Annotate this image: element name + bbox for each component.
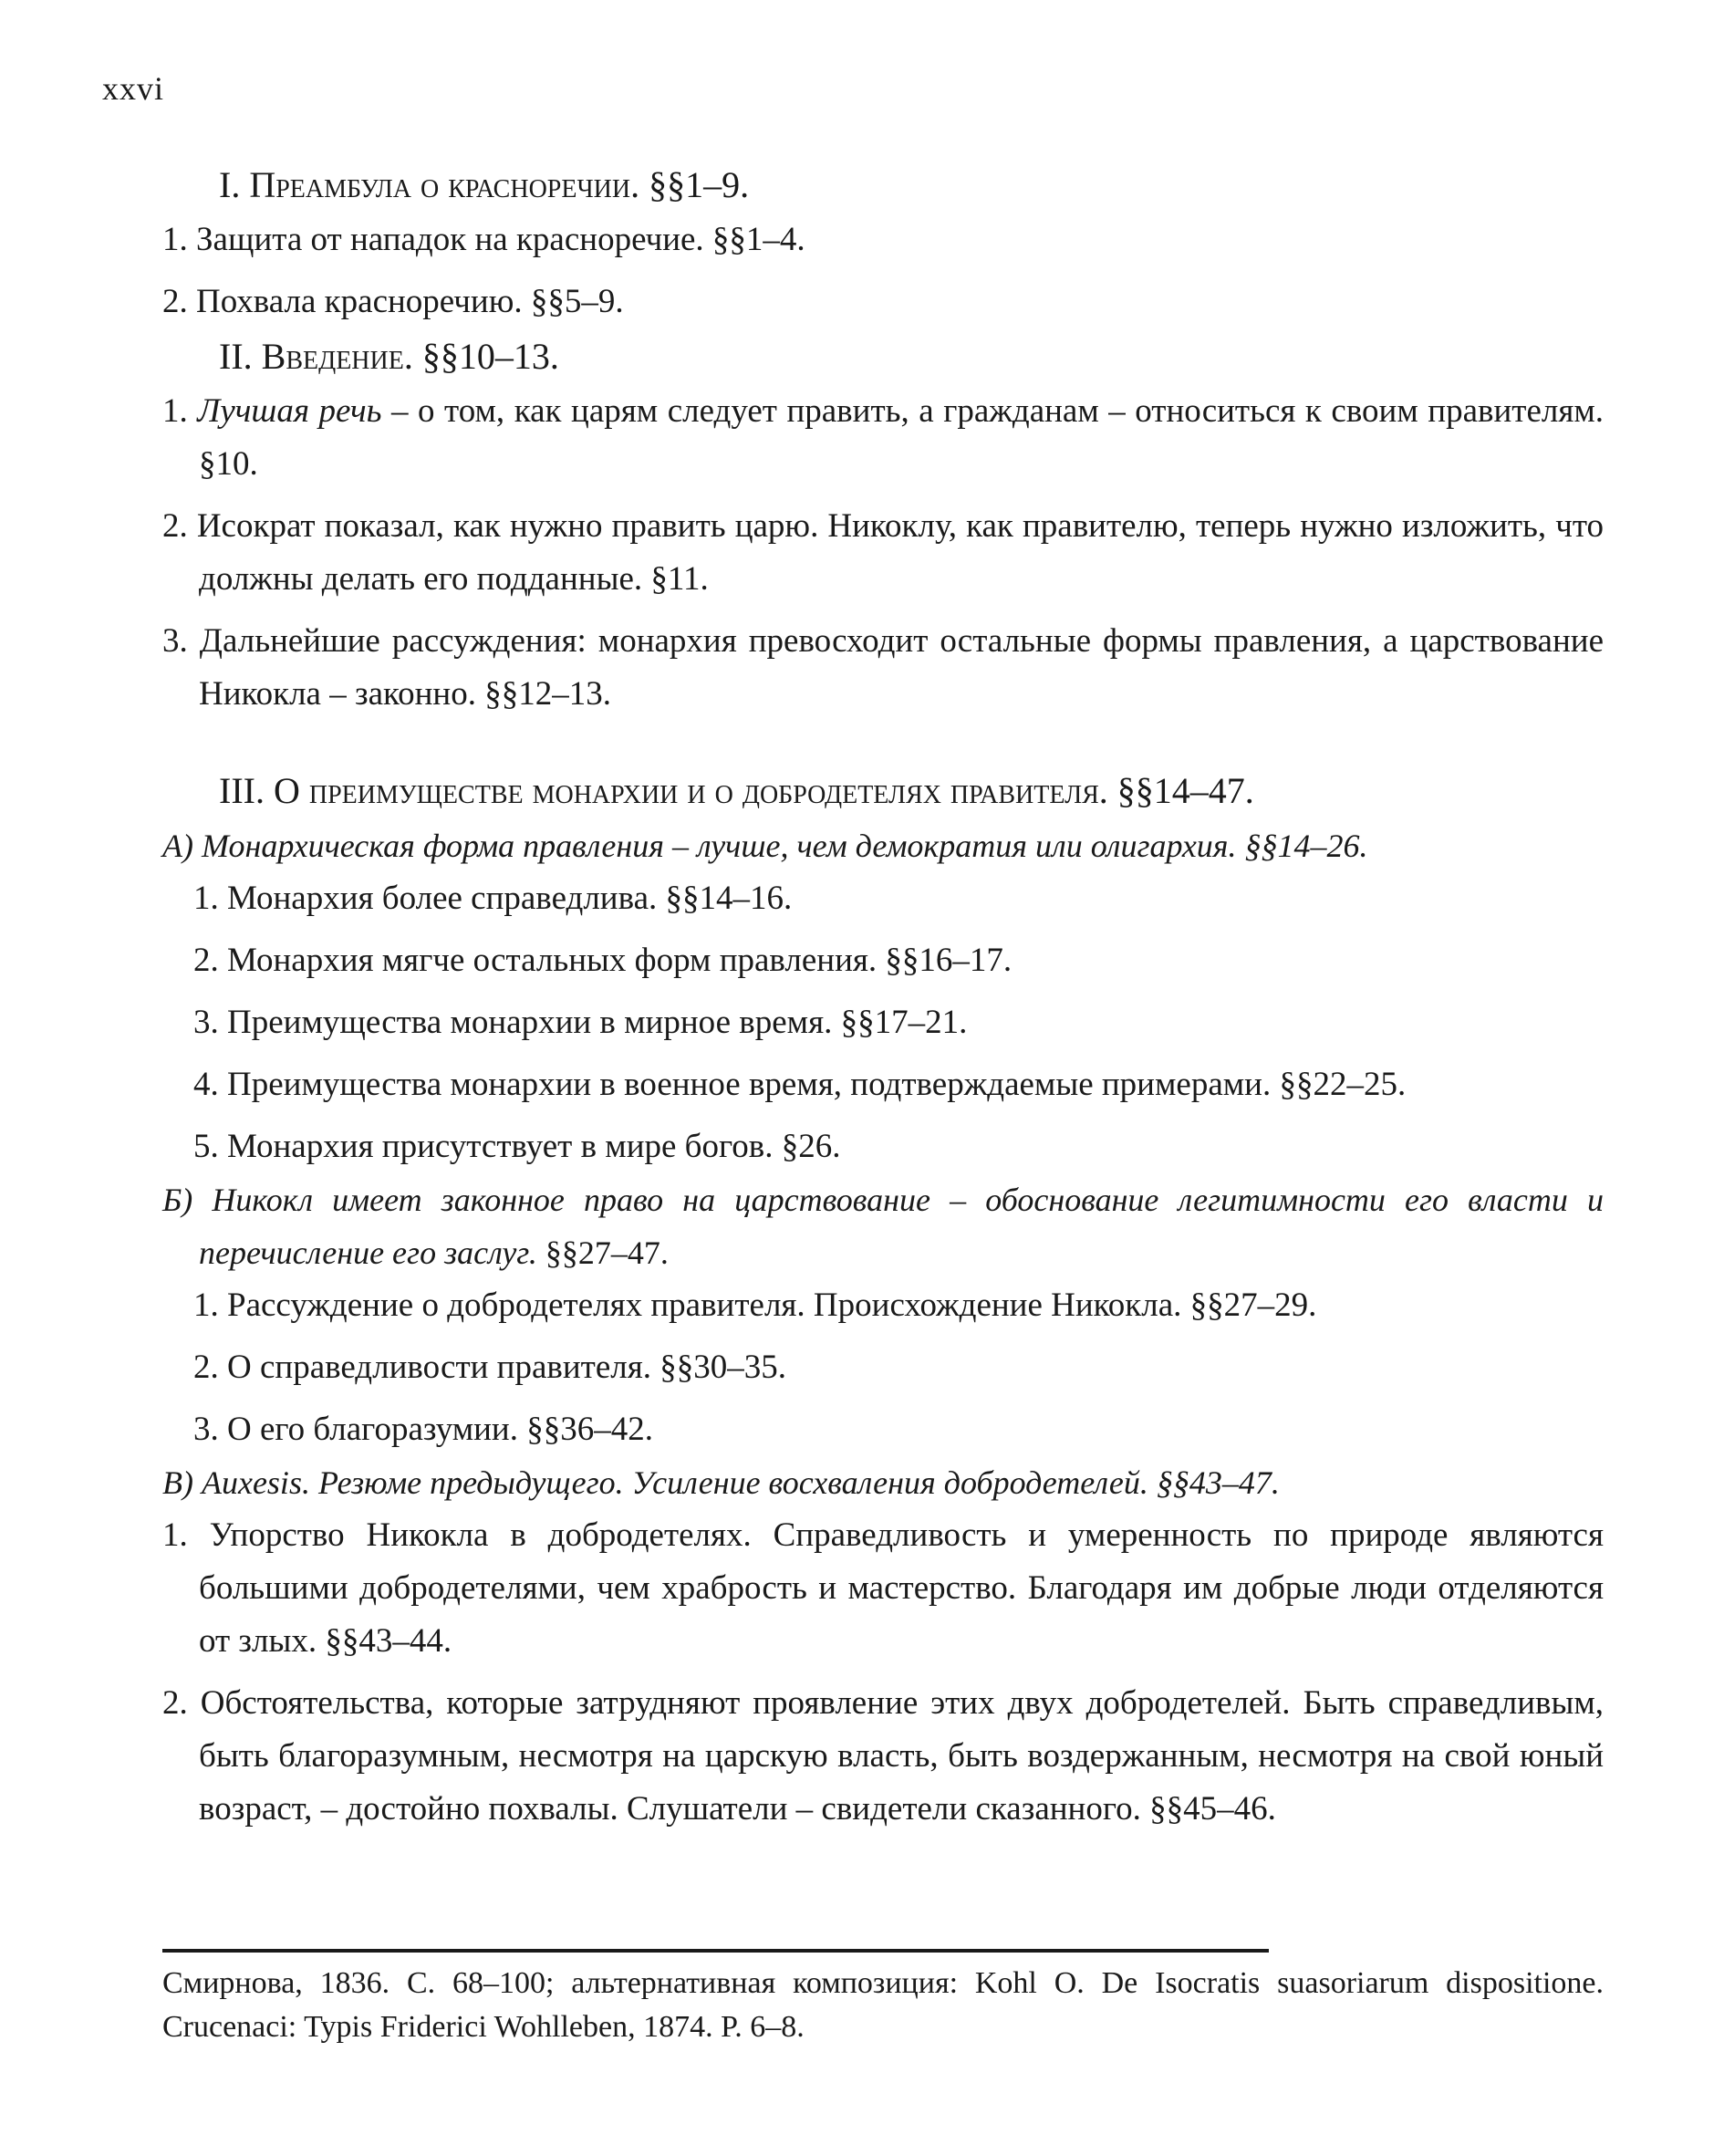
footnote: Смирнова, 1836. С. 68–100; альтернативная композиция: Kohl O. De Isocratis suasoriarum dispositione. Crucenaci: Typis Friderici Wohlleben, 1874. P. 6–8.	[162, 1966, 1604, 2044]
outline-item: 2. Исократ показал, как нужно править царю. Никоклу, как правителю, теперь нужно изложить, что должны делать его подданные. §11.	[162, 507, 1604, 598]
outline-item: 4. Преимущества монархии в военное время, подтверждаемые примерами. §§22–25.	[193, 1066, 1407, 1103]
outline-item	[162, 385, 1604, 491]
outline-item: 5. Монархия присутствует в мире богов. §26.	[193, 1128, 841, 1165]
outline-item: 1. Защита от нападок на красноречие. §§1–4.	[162, 221, 805, 258]
outline-item: 1. Рассуждение о добродетелях правителя. Происхождение Никокла. §§27–29.	[193, 1286, 1317, 1324]
outline-item: 2. Похвала красноречию. §§5–9.	[162, 283, 624, 320]
outline-item: 2. Монархия мягче остальных форм правления. §§16–17.	[193, 942, 1013, 979]
item-text: – о том, как царям следует править, а гражданам – относиться к своим правителям. §10.	[199, 392, 1605, 483]
outline-item: 1. Упорство Никокла в добродетелях. Справедливость и умеренность по природе являются большими добродетелями, чем храбрость и мастерство. Благодаря им добрые люди отделяются от злых. §§43–44.	[162, 1516, 1604, 1660]
section-heading-2: II. Введение. §§10–13.	[219, 336, 559, 377]
italic-phrase: Лучшая речь	[197, 392, 382, 430]
subsection-c-title: В) Auxesis. Резюме предыдущего. Усиление восхваления добродетелей. §§43–47.	[162, 1464, 1280, 1501]
page-number: xxvi	[102, 70, 165, 107]
outline-item: 1. Монархия более справедлива. §§14–16.	[193, 880, 793, 917]
outline	[162, 157, 1604, 1836]
outline-item: 2. О справедливости правителя. §§30–35.	[193, 1349, 786, 1386]
outline-item: 3. Преимущества монархии в мирное время. §§17–21.	[193, 1004, 968, 1041]
subsection-a-title: А) Монархическая форма правления – лучше, чем демократия или олигархия. §§14–26.	[162, 828, 1368, 864]
outline-item: 2. Обстоятельства, которые затрудняют проявление этих двух добродетелей. Быть справедливым, быть благоразумным, несмотря на царскую власть, быть воздержанным, несмотря на свой юный возраст, – достойно похвалы. Слушатели – свидетели сказанного. §§45–46.	[162, 1684, 1604, 1828]
subsection-b-title: Б) Никокл имеет законное право на царствование – обоснование легитимности его власти и перечисление его заслуг. §§27–47.	[162, 1182, 1604, 1271]
outline-item: 3. О его благоразумии. §§36–42.	[193, 1411, 653, 1448]
footnote-rule	[162, 1949, 1269, 1953]
section-heading-1: I. Преамбула о красноречии. §§1–9.	[219, 164, 750, 205]
section-heading-3: III. О преимуществе монархии и о добродетелях правителя. §§14–47.	[219, 770, 1254, 811]
item-number: 1.	[162, 392, 198, 430]
outline-item: 3. Дальнейшие рассуждения: монархия превосходит остальные формы правления, а царствование Никокла – законно. §§12–13.	[162, 622, 1604, 713]
